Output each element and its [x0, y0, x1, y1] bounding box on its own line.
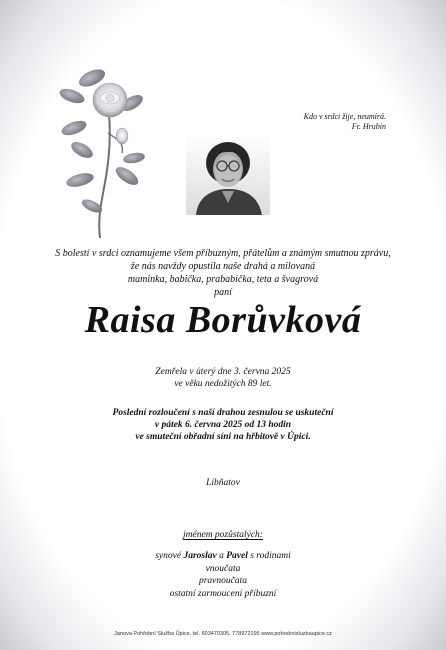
intro-line: S bolestí v srdci oznamujeme všem příbuzným, přátelům a známým smutnou zprávu, — [55, 248, 391, 259]
intro-line: maminka, babička, prababička, teta a švagrová — [127, 274, 319, 285]
survivors-great-grandchildren: pravnoučata — [198, 576, 248, 586]
survivors-grandchildren: vnoučata — [205, 563, 241, 574]
quote — [268, 112, 386, 132]
sons-suffix: s rodinami — [247, 551, 291, 561]
rose-illustration — [52, 58, 162, 243]
deceased-name: Raisa Borůvková — [84, 299, 362, 341]
sons-prefix: synové — [155, 551, 184, 561]
intro-text — [0, 247, 446, 299]
portrait-photo — [186, 133, 270, 215]
sons-conjunction: a — [216, 551, 227, 561]
farewell-line: ve smuteční obřadní síni na hřbitově v Úpici. — [135, 432, 311, 442]
intro-line: paní — [214, 287, 232, 298]
funeral-service-footer: Janova Pohřební Služba Úpice, tel. 603470305, 778972195 www.pohrebnisluzbaupice.cz — [114, 631, 332, 637]
death-info — [0, 366, 446, 390]
intro-line: že nás navždy opustila naše drahá a milovaná — [130, 261, 316, 272]
quote-author: Fr. Hrubín — [351, 122, 386, 131]
on-behalf-heading: jménem pozůstalých: — [183, 530, 263, 540]
survivors-sons — [0, 550, 446, 563]
farewell-line: Poslední rozloučení s naší drahou zesnulou se uskuteční — [112, 408, 334, 418]
farewell-info — [0, 407, 446, 443]
quote-text: Kdo v srdci žije, neumírá. — [303, 112, 386, 121]
survivors-list — [0, 550, 446, 600]
death-age: ve věku nedožitých 89 let. — [174, 379, 272, 389]
son-name: Jaroslav — [183, 551, 217, 561]
place-name: Libňatov — [206, 478, 240, 488]
survivors-relatives: ostatní zarmoucení příbuzní — [169, 588, 277, 599]
farewell-line: v pátek 6. června 2025 od 13 hodin — [154, 420, 292, 430]
son-name: Pavel — [226, 551, 248, 561]
death-date: Zemřela v úterý dne 3. června 2025 — [155, 367, 291, 377]
